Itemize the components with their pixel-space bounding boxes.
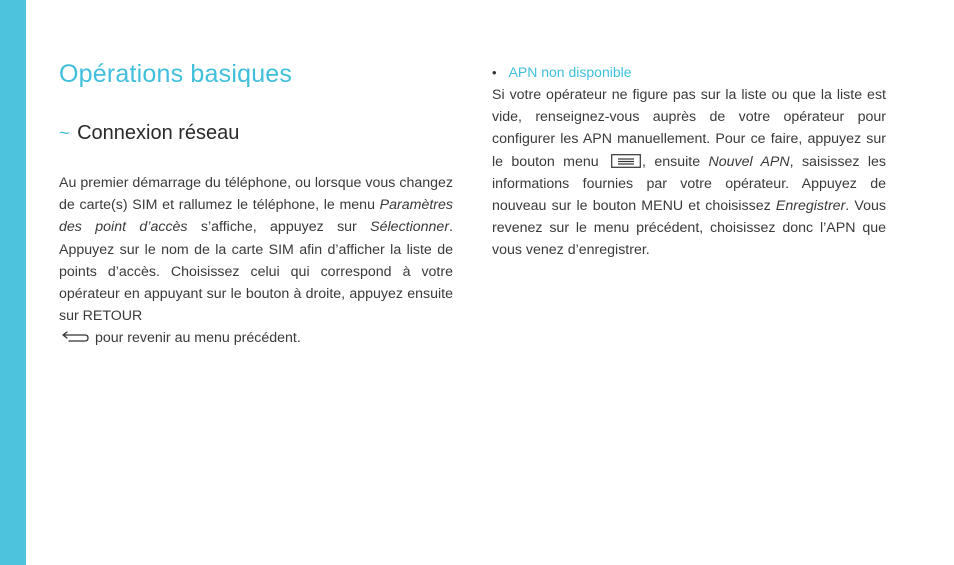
section-heading-text: Connexion réseau — [77, 122, 240, 144]
right-text-4: . Vous revenez sur le menu précédent, choisissez donc l’APN que vous venez d’enregistrer. — [492, 198, 886, 259]
page-title: Opérations basiques — [59, 60, 293, 88]
side-accent-bar — [0, 0, 26, 565]
left-text-2: s’affiche, appuyez sur — [187, 219, 371, 236]
left-text-3: . Appuyez sur le nom de la carte SIM afin d’afficher la liste de points d’accès. Choisissez celui qui correspond à votre opérateur en appuyant sur le bouton à droite, appuyez ensuite sur RETOUR — [59, 219, 453, 325]
select-label-reference: Sélectionner — [370, 219, 450, 236]
save-label-reference: Enregistrer — [775, 198, 846, 215]
menu-icon — [611, 154, 641, 168]
right-text-2: , ensuite — [642, 153, 709, 170]
back-arrow-icon — [59, 331, 89, 343]
left-column-paragraph — [59, 172, 453, 350]
tilde-mark: ~ — [59, 123, 70, 143]
bullet-title: APN non disponible — [508, 64, 632, 80]
right-text-3: , saisissez les informations fournies par votre opérateur. Appuyez de nouveau sur le bouton MENU et choisissez — [492, 153, 887, 215]
menu-name-reference: Paramètres des point d’accès — [59, 197, 453, 236]
right-column-paragraph — [492, 84, 886, 262]
right-text-1: Si votre opérateur ne figure pas sur la liste ou que la liste est vide, renseignez-vous auprès de votre opérateur pour configurer les APN manuellement. Pour ce faire, appuyez sur le bouton menu — [492, 87, 886, 170]
bullet-item — [492, 62, 632, 83]
section-heading — [59, 122, 239, 145]
bullet-dot: • — [492, 65, 497, 80]
left-text-4: pour revenir au menu précédent. — [91, 330, 301, 347]
left-text-1: Au premier démarrage du téléphone, ou lorsque vous changez de carte(s) SIM et rallumez le téléphone, le menu — [59, 175, 453, 214]
new-apn-reference: Nouvel APN — [708, 153, 790, 170]
